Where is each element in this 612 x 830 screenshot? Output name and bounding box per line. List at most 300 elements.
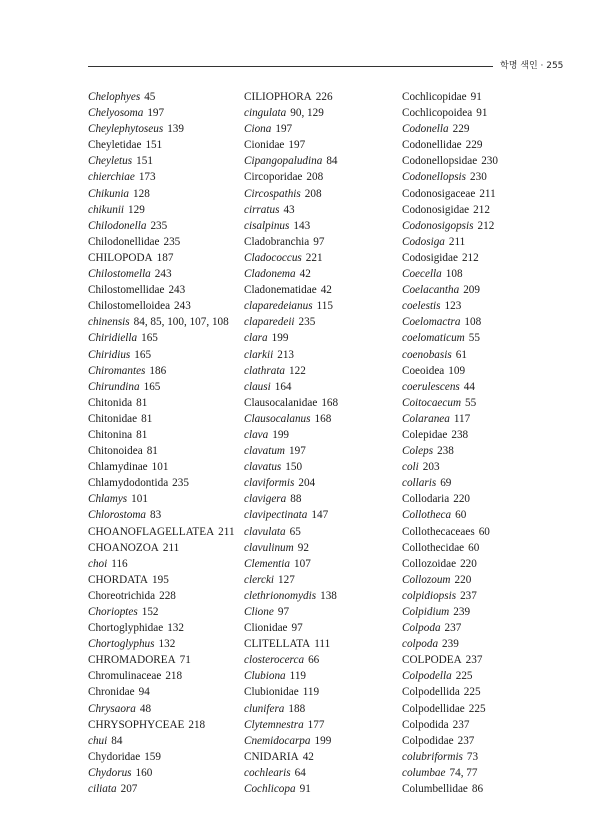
index-entry bbox=[402, 604, 562, 620]
index-entry bbox=[402, 282, 562, 298]
index-page-ref: 235 bbox=[150, 219, 168, 232]
index-term: Codonella bbox=[402, 123, 449, 136]
index-entry bbox=[244, 572, 404, 588]
index-term: Colpoda bbox=[402, 622, 441, 635]
index-term: Colpodellidae bbox=[402, 702, 465, 715]
index-entry bbox=[88, 411, 248, 427]
index-term: Clytemnestra bbox=[244, 718, 304, 731]
index-term: Cnemidocarpa bbox=[244, 734, 311, 747]
index-term: CHROMADOREA bbox=[88, 654, 176, 667]
index-term: Collotheca bbox=[402, 509, 452, 522]
index-page-ref: 117 bbox=[453, 412, 471, 425]
index-page-ref: 108 bbox=[464, 316, 482, 329]
index-entry bbox=[402, 234, 562, 250]
index-entry bbox=[244, 556, 404, 572]
index-page-ref: 243 bbox=[168, 284, 186, 297]
index-page-ref: 91 bbox=[476, 107, 488, 120]
index-page-ref: 211 bbox=[479, 187, 496, 200]
index-page-ref: 218 bbox=[188, 718, 206, 731]
index-page-ref: 208 bbox=[306, 171, 324, 184]
index-page-ref: 238 bbox=[437, 445, 454, 458]
index-term: Cochlicopa bbox=[244, 783, 296, 796]
index-page-ref: 66 bbox=[308, 654, 320, 667]
index-term: Chrysaora bbox=[88, 702, 136, 715]
index-page-ref: 128 bbox=[133, 187, 150, 200]
index-entry bbox=[402, 781, 562, 797]
index-entry bbox=[88, 314, 248, 330]
index-page-ref: 187 bbox=[156, 251, 174, 264]
index-entry bbox=[402, 701, 562, 717]
index-term: Colpodida bbox=[402, 718, 449, 731]
index-entry bbox=[402, 524, 562, 540]
index-term: Coeoidea bbox=[402, 364, 445, 377]
index-term: choi bbox=[88, 557, 108, 570]
index-term: Colepidae bbox=[402, 428, 448, 441]
index-entry bbox=[402, 491, 562, 507]
index-term: Collothecidae bbox=[402, 541, 465, 554]
index-entry bbox=[402, 652, 562, 668]
index-page-ref: 235 bbox=[172, 477, 189, 490]
index-page-ref: 211 bbox=[218, 525, 235, 538]
index-term: coli bbox=[402, 461, 419, 474]
index-entry bbox=[402, 379, 562, 395]
index-term: Codonosigopsis bbox=[402, 219, 474, 232]
index-entry bbox=[402, 636, 562, 652]
index-entry bbox=[402, 347, 562, 363]
index-entry bbox=[244, 234, 404, 250]
index-entry bbox=[244, 588, 404, 604]
index-entry bbox=[402, 169, 562, 185]
index-entry bbox=[244, 169, 404, 185]
index-term: colubriformis bbox=[402, 750, 463, 763]
index-entry bbox=[88, 572, 248, 588]
index-term: Clubiona bbox=[244, 670, 286, 683]
index-entry bbox=[402, 250, 562, 266]
index-page-ref: 109 bbox=[448, 364, 466, 377]
index-page-ref: 220 bbox=[460, 557, 477, 570]
index-term: chikunii bbox=[88, 203, 125, 216]
index-page-ref: 42 bbox=[302, 750, 314, 763]
index-term: clunifera bbox=[244, 702, 285, 715]
index-page-ref: 43 bbox=[283, 203, 295, 216]
index-page-ref: 165 bbox=[143, 380, 161, 393]
index-entry bbox=[88, 153, 248, 169]
index-term: ciliata bbox=[88, 783, 117, 796]
index-entry bbox=[402, 153, 562, 169]
index-term: Chlorostoma bbox=[88, 509, 147, 522]
index-term: CLITELLATA bbox=[244, 638, 311, 651]
index-page-ref: 73 bbox=[466, 750, 479, 763]
index-page-ref: 88 bbox=[290, 493, 302, 506]
index-term: Coecella bbox=[402, 268, 442, 281]
index-term: cochlearis bbox=[244, 766, 291, 779]
index-page-ref: 243 bbox=[154, 268, 172, 281]
index-page-ref: 152 bbox=[141, 606, 159, 618]
index-page-ref: 147 bbox=[311, 509, 329, 522]
index-entry bbox=[88, 186, 248, 202]
index-entry bbox=[88, 121, 248, 137]
index-term: cingulata bbox=[244, 107, 287, 120]
index-entry bbox=[402, 186, 562, 202]
index-term: Chortoglyphidae bbox=[88, 622, 164, 635]
index-term: claparedeianus bbox=[244, 300, 313, 313]
index-entry bbox=[88, 169, 248, 185]
index-entry bbox=[244, 443, 404, 459]
index-column-1 bbox=[88, 89, 248, 797]
index-page-ref: 211 bbox=[448, 235, 466, 248]
index-page-ref: 151 bbox=[145, 139, 163, 152]
index-term: Chydorus bbox=[88, 766, 132, 779]
index-entry bbox=[244, 153, 404, 169]
index-term: Chilodonella bbox=[88, 219, 147, 232]
index-entry bbox=[244, 701, 404, 717]
index-term: coelomaticum bbox=[402, 332, 465, 345]
index-page-ref: 107 bbox=[294, 557, 311, 570]
index-page-ref: 197 bbox=[147, 107, 165, 120]
index-term: clavulinum bbox=[244, 541, 294, 554]
index-entry bbox=[244, 781, 404, 797]
index-entry bbox=[244, 202, 404, 218]
index-page-ref: 221 bbox=[305, 251, 323, 264]
index-entry bbox=[88, 282, 248, 298]
index-page-ref: 197 bbox=[288, 139, 306, 152]
index-entry bbox=[244, 89, 404, 105]
index-page-ref: 123 bbox=[444, 300, 462, 313]
index-page-ref: 238 bbox=[451, 428, 469, 441]
index-page-ref: 211 bbox=[162, 541, 180, 554]
index-entry bbox=[244, 298, 404, 314]
index-entry bbox=[402, 459, 562, 475]
index-page-ref: 165 bbox=[134, 348, 152, 361]
index-page-ref: 237 bbox=[465, 654, 483, 667]
index-term: chierchiae bbox=[88, 171, 135, 184]
index-page-ref: 197 bbox=[275, 123, 293, 136]
index-term: Cladonema bbox=[244, 268, 296, 281]
index-term: Chiridiella bbox=[88, 332, 138, 345]
index-term: Chitonina bbox=[88, 428, 133, 441]
index-term: Chorioptes bbox=[88, 606, 138, 618]
index-term: Cheyletus bbox=[88, 155, 133, 168]
index-term: Cheyletidae bbox=[88, 139, 142, 152]
index-page-ref: 173 bbox=[138, 171, 156, 184]
index-page-ref: 168 bbox=[314, 412, 332, 425]
index-page-ref: 97 bbox=[277, 606, 290, 618]
index-entry bbox=[402, 314, 562, 330]
index-page-ref: 60 bbox=[478, 525, 490, 538]
index-entry bbox=[402, 588, 562, 604]
header-rule bbox=[88, 66, 493, 67]
index-page-ref: 204 bbox=[298, 477, 316, 490]
index-page-ref: 237 bbox=[460, 589, 477, 602]
index-column-2 bbox=[244, 89, 404, 797]
index-term: Cochlicopoidea bbox=[402, 107, 473, 120]
running-header: 학명 색인 · 255 bbox=[500, 61, 564, 71]
index-page-ref: 207 bbox=[120, 783, 138, 796]
index-term: Chilostomelloidea bbox=[88, 300, 171, 313]
index-page-ref: 81 bbox=[136, 396, 148, 409]
index-entry bbox=[244, 604, 404, 620]
index-entry bbox=[244, 524, 404, 540]
index-page-ref: 97 bbox=[291, 622, 303, 635]
index-term: clausi bbox=[244, 380, 271, 393]
index-page-ref: 101 bbox=[151, 461, 169, 474]
index-term: clethrionomydis bbox=[244, 589, 317, 602]
index-term: Chiridius bbox=[88, 348, 131, 361]
index-term: Codonellidae bbox=[402, 139, 462, 152]
index-entry bbox=[88, 427, 248, 443]
index-term: CILIOPHORA bbox=[244, 91, 312, 103]
index-entry bbox=[88, 395, 248, 411]
index-entry bbox=[88, 636, 248, 652]
index-term: clava bbox=[244, 428, 269, 441]
index-entry bbox=[88, 347, 248, 363]
index-entry bbox=[244, 475, 404, 491]
index-page-ref: 159 bbox=[144, 750, 161, 763]
index-term: Codonosigidae bbox=[402, 203, 470, 216]
index-page-ref: 220 bbox=[454, 573, 472, 586]
index-entry bbox=[88, 556, 248, 572]
index-page-ref: 229 bbox=[452, 123, 470, 136]
index-page-ref: 164 bbox=[274, 380, 292, 393]
index-term: Clione bbox=[244, 606, 274, 618]
index-term: Clubionidae bbox=[244, 686, 299, 699]
index-entry bbox=[244, 765, 404, 781]
index-entry bbox=[402, 556, 562, 572]
index-term: Ciona bbox=[244, 123, 272, 136]
index-term: clavulata bbox=[244, 525, 286, 538]
index-term: Collothecaceaes bbox=[402, 525, 475, 538]
index-page-ref: 160 bbox=[135, 766, 153, 779]
index-term: Cheylephytoseus bbox=[88, 123, 164, 136]
index-entry bbox=[244, 427, 404, 443]
index-page-ref: 199 bbox=[271, 332, 289, 345]
index-entry bbox=[88, 717, 248, 733]
index-page-ref: 235 bbox=[163, 235, 181, 248]
index-term: Chilostomellidae bbox=[88, 284, 165, 297]
index-term: Collozoum bbox=[402, 573, 451, 586]
index-entry bbox=[88, 491, 248, 507]
index-term: Coleps bbox=[402, 445, 434, 458]
index-page-ref: 197 bbox=[289, 445, 306, 458]
index-entry bbox=[88, 89, 248, 105]
index-page-ref: 168 bbox=[321, 396, 339, 409]
index-page-ref: 71 bbox=[179, 654, 191, 667]
index-page-ref: 115 bbox=[316, 300, 333, 313]
index-term: Cionidae bbox=[244, 139, 285, 152]
index-term: Colpodidae bbox=[402, 734, 454, 747]
index-page-ref: 81 bbox=[141, 412, 153, 425]
index-entry bbox=[244, 137, 404, 153]
index-term: clara bbox=[244, 332, 268, 345]
index-page-ref: 139 bbox=[167, 123, 184, 136]
index-term: colpidiopsis bbox=[402, 589, 457, 602]
index-entry bbox=[244, 668, 404, 684]
index-term: Chlamydinae bbox=[88, 461, 148, 474]
index-entry bbox=[88, 330, 248, 346]
index-entry bbox=[402, 684, 562, 700]
index-page-ref: 150 bbox=[285, 461, 303, 474]
index-page-ref: 237 bbox=[444, 622, 462, 635]
index-page-ref: 127 bbox=[278, 573, 295, 586]
index-term: closterocerca bbox=[244, 654, 305, 667]
index-entry bbox=[244, 250, 404, 266]
index-term: clavipectinata bbox=[244, 509, 308, 522]
index-entry bbox=[244, 330, 404, 346]
index-page-ref: 65 bbox=[289, 525, 301, 538]
index-term: Circoporidae bbox=[244, 171, 303, 184]
index-entry bbox=[402, 266, 562, 282]
index-entry bbox=[88, 298, 248, 314]
index-term: Cladonematidae bbox=[244, 284, 317, 297]
index-page-ref: 132 bbox=[158, 638, 176, 651]
index-term: Colaranea bbox=[402, 412, 450, 425]
index-page-ref: 229 bbox=[465, 139, 483, 152]
index-page-ref: 74, 77 bbox=[449, 766, 478, 779]
index-term: Colpodella bbox=[402, 670, 452, 683]
index-term: Clementia bbox=[244, 557, 290, 570]
index-term: Collodaria bbox=[402, 493, 450, 506]
index-entry bbox=[88, 781, 248, 797]
index-page-ref: 101 bbox=[131, 493, 148, 506]
index-entry bbox=[402, 218, 562, 234]
index-entry bbox=[244, 684, 404, 700]
index-term: coenobasis bbox=[402, 348, 452, 361]
index-page-ref: 119 bbox=[302, 686, 320, 699]
index-entry bbox=[402, 105, 562, 121]
index-term: Chiromantes bbox=[88, 364, 146, 377]
index-term: claparedeii bbox=[244, 316, 295, 329]
index-term: Chirundina bbox=[88, 380, 140, 393]
index-entry bbox=[244, 379, 404, 395]
index-page-ref: 91 bbox=[470, 91, 482, 103]
index-page-ref: 239 bbox=[453, 606, 471, 618]
index-entry bbox=[244, 507, 404, 523]
index-entry bbox=[88, 652, 248, 668]
index-term: Chitonidae bbox=[88, 412, 138, 425]
index-term: clercki bbox=[244, 573, 275, 586]
index-entry bbox=[402, 427, 562, 443]
index-term: Chelyosoma bbox=[88, 107, 144, 120]
index-page-ref: 165 bbox=[141, 332, 158, 345]
index-entry bbox=[88, 620, 248, 636]
index-term: Cladococcus bbox=[244, 251, 302, 264]
index-page-ref: 60 bbox=[468, 541, 480, 554]
index-term: coerulescens bbox=[402, 380, 460, 393]
index-column-3 bbox=[402, 89, 562, 797]
index-entry bbox=[88, 733, 248, 749]
index-page-ref: 138 bbox=[320, 589, 337, 602]
index-page-ref: 199 bbox=[314, 734, 332, 747]
index-entry bbox=[402, 668, 562, 684]
index-entry bbox=[244, 733, 404, 749]
index-entry bbox=[88, 266, 248, 282]
index-page-ref: 83 bbox=[150, 509, 162, 522]
index-entry bbox=[402, 507, 562, 523]
index-term: COLPODEA bbox=[402, 654, 462, 667]
index-entry bbox=[402, 765, 562, 781]
index-term: Codonellopsis bbox=[402, 171, 467, 184]
index-entry bbox=[244, 282, 404, 298]
index-page-ref: 91 bbox=[299, 783, 311, 796]
index-page-ref: 69 bbox=[440, 477, 452, 490]
index-term: claviformis bbox=[244, 477, 295, 490]
index-entry bbox=[244, 636, 404, 652]
index-term: Coelacantha bbox=[402, 284, 460, 297]
index-entry bbox=[402, 717, 562, 733]
index-entry bbox=[88, 250, 248, 266]
index-page-ref: 225 bbox=[463, 686, 481, 699]
index-page-ref: 237 bbox=[457, 734, 475, 747]
index-term: CHOANOZOA bbox=[88, 541, 159, 554]
index-page-ref: 243 bbox=[174, 300, 191, 313]
index-entry bbox=[244, 652, 404, 668]
index-entry bbox=[244, 395, 404, 411]
index-entry bbox=[244, 266, 404, 282]
index-term: Codonosigaceae bbox=[402, 187, 476, 200]
index-page-ref: 212 bbox=[477, 219, 495, 232]
index-entry bbox=[244, 620, 404, 636]
index-page-ref: 209 bbox=[463, 284, 480, 297]
index-term: Clionidae bbox=[244, 622, 288, 635]
index-term: CNIDARIA bbox=[244, 750, 299, 763]
index-term: Chikunia bbox=[88, 187, 130, 200]
index-entry bbox=[88, 684, 248, 700]
index-entry bbox=[244, 218, 404, 234]
index-page-ref: 55 bbox=[465, 396, 477, 409]
index-entry bbox=[244, 347, 404, 363]
index-term: Clausocalanus bbox=[244, 412, 311, 425]
index-entry bbox=[402, 395, 562, 411]
index-entry bbox=[88, 137, 248, 153]
index-entry bbox=[402, 749, 562, 765]
index-term: Chelophyes bbox=[88, 91, 141, 103]
index-page-ref: 143 bbox=[293, 219, 311, 232]
index-term: Choreotrichida bbox=[88, 589, 156, 602]
index-term: Chydoridae bbox=[88, 750, 141, 763]
index-term: Codonellopsidae bbox=[402, 155, 478, 168]
index-entry bbox=[244, 105, 404, 121]
index-page-ref: 81 bbox=[146, 445, 158, 458]
index-entry bbox=[244, 540, 404, 556]
index-term: Chitonida bbox=[88, 396, 133, 409]
index-entry bbox=[402, 733, 562, 749]
index-term: CHRYSOPHYCEAE bbox=[88, 718, 185, 731]
index-page-ref: 225 bbox=[455, 670, 473, 683]
index-page-ref: 151 bbox=[136, 155, 153, 168]
index-entry bbox=[402, 330, 562, 346]
index-term: cirratus bbox=[244, 203, 280, 216]
index-term: Chlamys bbox=[88, 493, 128, 506]
index-term: Chlamydodontida bbox=[88, 477, 169, 490]
index-term: Colpodellida bbox=[402, 686, 460, 699]
index-entry bbox=[244, 314, 404, 330]
index-entry bbox=[244, 121, 404, 137]
index-page-ref: 237 bbox=[452, 718, 470, 731]
index-term: columbae bbox=[402, 766, 446, 779]
index-page-ref: 213 bbox=[277, 348, 294, 361]
index-term: Cochlicopidae bbox=[402, 91, 467, 103]
index-term: chui bbox=[88, 734, 108, 747]
index-page-ref: 44 bbox=[463, 380, 475, 393]
index-entry bbox=[88, 202, 248, 218]
index-page-ref: 97 bbox=[313, 235, 325, 248]
index-entry bbox=[244, 491, 404, 507]
index-page-ref: 212 bbox=[461, 251, 479, 264]
index-term: Codosiga bbox=[402, 235, 445, 248]
index-entry bbox=[88, 604, 248, 620]
index-page-ref: 212 bbox=[473, 203, 490, 216]
index-page-ref: 84 bbox=[326, 155, 338, 168]
